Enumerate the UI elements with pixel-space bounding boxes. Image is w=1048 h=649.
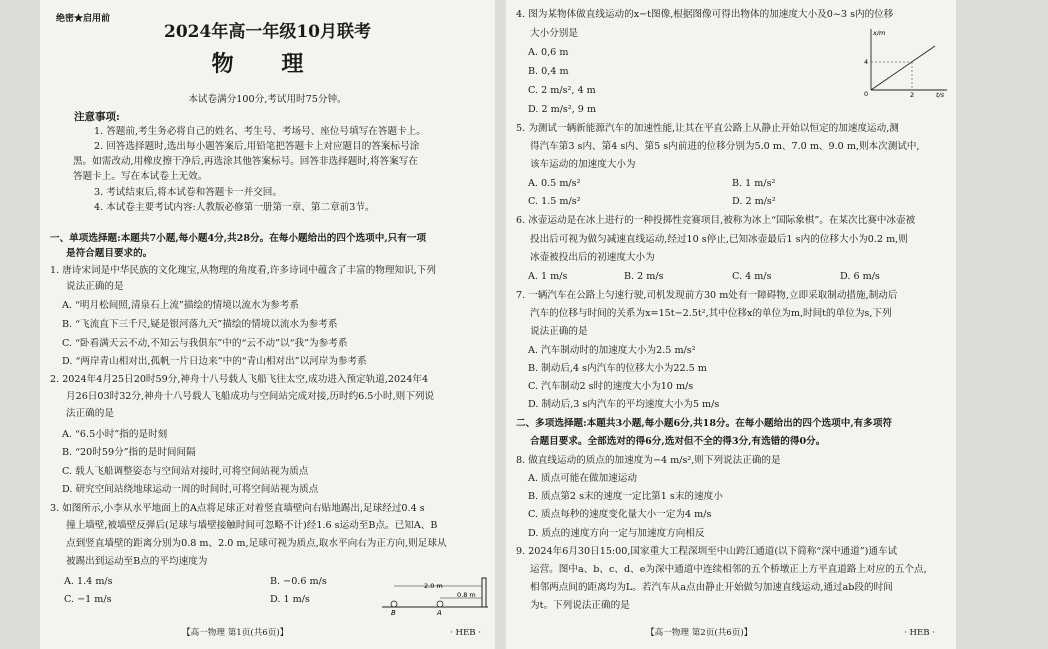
question-1-option: C. “卧看满天云不动,不知云与我俱东”中的“云不动”以“我”为参考系 — [62, 338, 348, 349]
question-6-stem: 冰壶被投出后的初速度大小为 — [530, 252, 655, 263]
question-8-option: D. 质点的速度方向一定与加速度方向相反 — [528, 528, 705, 539]
question-6-option: B. 2 m/s — [624, 271, 664, 282]
question-5-stem: 该车运动的加速度大小为 — [530, 159, 636, 170]
question-3-stem: 撞上墙壁,被墙壁反弹后(足球与墙壁接触时间可忽略不计)经1.6 s运动至B点。已知A、B — [66, 520, 438, 531]
question-8-option: C. 质点每秒的速度变化量大小一定为4 m/s — [528, 509, 712, 520]
question-7-stem: 7. 一辆汽车在公路上匀速行驶,司机发现前方30 m处有一障碍物,立即采取制动措施,制动后 — [516, 290, 898, 301]
question-9-stem: 相邻两点间的距离均为L。若汽车从a点由静止开始做匀加速直线运动,通过ab段的时间 — [530, 582, 893, 593]
point-a-label: A — [437, 609, 442, 616]
x-axis-label: t/s — [936, 91, 945, 98]
note-line: 黑。如需改动,用橡皮擦干净后,再选涂其他答案标号。回答非选择题时,将答案写在 — [73, 156, 418, 167]
question-8-stem: 8. 做直线运动的质点的加速度为−4 m/s²,则下列说法正确的是 — [516, 455, 781, 466]
question-4-option: C. 2 m/s², 4 m — [528, 85, 596, 96]
question-5-stem: 得汽车第3 s内、第4 s内、第5 s内前进的位移分别为5.0 m、7.0 m、9.0 m,则本次测试中, — [530, 141, 920, 152]
question-9-stem: 运营。图中a、b、c、d、e为深中通道中连续相邻的五个桥墩正上方平直道路上对应的五个点, — [530, 564, 927, 575]
question-6-stem: 6. 冰壶运动是在冰上进行的一种投掷性竞赛项目,被称为冰上“国际象棋”。在某次比赛中冰壶被 — [516, 215, 916, 226]
note-line: 1. 答题前,考生务必将自己的姓名、考生号、考场号、座位号填写在答题卡上。 — [94, 126, 426, 137]
secret-label: 绝密★启用前 — [56, 14, 111, 24]
question-8-option: B. 质点第2 s末的速度一定比第1 s末的速度小 — [528, 491, 723, 502]
origin-label: 0 — [864, 90, 869, 98]
question-4-option: A. 0,6 m — [528, 47, 569, 58]
distance-label-2m: 2.0 m — [424, 582, 443, 590]
note-line: 3. 考试结束后,将本试卷和答题卡一并交回。 — [94, 187, 282, 198]
exam-title: 2024年高一年级10月联考 — [164, 22, 371, 42]
question-2-stem: 2. 2024年4月25日20时59分,神舟十八号载人飞船飞往太空,成功进入预定轨道,2024年4 — [50, 374, 429, 385]
question-3-option: C. −1 m/s — [64, 594, 112, 605]
question-9-stem: 9. 2024年6月30日15:00,国家重大工程深圳至中山跨江通道(以下简称“深中通道”)通车试 — [516, 546, 898, 557]
question-1-option: A. “明月松间照,清泉石上流”描绘的情境以流水为参考系 — [62, 300, 299, 311]
question-3-option: D. 1 m/s — [270, 594, 310, 605]
question-5-option: B. 1 m/s² — [732, 178, 776, 189]
question-3-stem: 点到竖直墙壁的距离分别为0.8 m、2.0 m,足球可视为质点,取水平向右为正方向,则足球从 — [66, 538, 447, 549]
page-2-footer-code: · HEB · — [904, 628, 936, 638]
wall — [482, 578, 486, 607]
question-4-stem: 大小分别是 — [530, 28, 578, 39]
question-5-option: A. 0.5 m/s² — [528, 178, 581, 189]
section-two-heading: 二、多项选择题:本题共3小题,每小题6分,共18分。在每小题给出的四个选项中,有多项符 — [516, 418, 893, 429]
question-3-option: A. 1.4 m/s — [64, 576, 113, 587]
question-1-option: D. “两岸青山相对出,孤帆一片日边来”中的“青山相对出”以河岸为参考系 — [62, 356, 367, 367]
question-4-option: D. 2 m/s², 9 m — [528, 104, 597, 115]
question-2-option: A. “6.5小时”指的是时刻 — [62, 429, 168, 440]
question-2-stem: 月26日03时32分,神舟十八号载人飞船成功与空间站完成对接,历时约6.5小时,则下列说 — [66, 391, 435, 402]
question-6-option: A. 1 m/s — [528, 271, 568, 282]
question-2-option: C. 载人飞船调整姿态与空间站对接时,可将空间站视为质点 — [62, 466, 309, 477]
question-1-stem: 说法正确的是 — [66, 281, 124, 292]
question-5-stem: 5. 为测试一辆新能源汽车的加速性能,让其在平直公路上从静止开始以恒定的加速度运动,测 — [516, 123, 899, 134]
notes-title: 注意事项: — [74, 111, 120, 123]
question-5-option: D. 2 m/s² — [732, 196, 776, 207]
question-1-option: B. “飞流直下三千尺,疑是银河落九天”描绘的情境以流水为参考系 — [62, 319, 338, 330]
question-4-graph — [861, 26, 951, 98]
y-tick-label: 4 — [864, 58, 869, 66]
question-9-stem: 为t。下列说法正确的是 — [530, 600, 630, 611]
exam-page-1 — [40, 0, 495, 649]
question-8-option: A. 质点可能在做加速运动 — [528, 473, 637, 484]
question-3-option: B. −0.6 m/s — [270, 576, 327, 587]
question-4-option: B. 0,4 m — [528, 66, 569, 77]
page-1-footer: 【高一物理 第1页(共6页)】 — [182, 628, 289, 638]
note-line: 答题卡上。写在本试卷上无效。 — [73, 171, 208, 182]
section-one-heading: 是符合题目要求的。 — [66, 248, 153, 259]
section-two-heading: 合题目要求。全部选对的得6分,选对但不全的得3分,有选错的得0分。 — [530, 436, 826, 447]
page-1-footer-code: · HEB · — [450, 628, 482, 638]
exam-page-2 — [506, 0, 956, 649]
question-2-stem: 法正确的是 — [66, 408, 114, 419]
ball-at-a — [437, 601, 443, 607]
question-4-stem: 4. 图为某物体做直线运动的x−t图像,根据图像可得出物体的加速度大小及0~3 s内的位移 — [516, 9, 894, 20]
question-6-option: C. 4 m/s — [732, 271, 772, 282]
x-tick-label: 2 — [910, 91, 915, 98]
ball-at-b — [391, 601, 397, 607]
question-3-figure — [380, 576, 495, 616]
question-7-option: A. 汽车制动时的加速度大小为2.5 m/s² — [528, 345, 696, 356]
question-6-stem: 投出后可视为做匀减速直线运动,经过10 s停止,已知冰壶最后1 s内的位移大小为0.2 m,则 — [530, 234, 908, 245]
question-1-stem: 1. 唐诗宋词是中华民族的文化瑰宝,从物理的角度看,许多诗词中蕴含了丰富的物理知识,下列 — [50, 265, 436, 276]
position-line — [871, 46, 935, 90]
exam-meta: 本试卷满分100分,考试用时75分钟。 — [188, 94, 347, 105]
question-3-stem: 被踢出到运动至B点的平均速度为 — [66, 556, 208, 567]
question-5-option: C. 1.5 m/s² — [528, 196, 581, 207]
question-2-option: D. 研究空间站绕地球运动一周的时间时,可将空间站视为质点 — [62, 484, 319, 495]
note-line: 4. 本试卷主要考试内容:人教版必修第一册第一章、第二章前3节。 — [94, 202, 375, 213]
question-7-option: D. 制动后,3 s内汽车的平均速度大小为5 m/s — [528, 399, 720, 410]
y-axis-label: x/m — [873, 29, 886, 37]
question-7-option: B. 制动后,4 s内汽车的位移大小为22.5 m — [528, 363, 707, 374]
question-7-option: C. 汽车制动2 s时的速度大小为10 m/s — [528, 381, 694, 392]
point-b-label: B — [391, 609, 396, 616]
subject-title: 物 理 — [211, 51, 324, 77]
question-2-option: B. “20时59分”指的是时间间隔 — [62, 447, 196, 458]
distance-label-08m: 0.8 m — [457, 591, 476, 599]
question-6-option: D. 6 m/s — [840, 271, 880, 282]
question-7-stem: 汽车的位移与时间的关系为x=15t−2.5t²,其中位移x的单位为m,时间t的单位为s,下列 — [530, 308, 892, 319]
page-2-footer: 【高一物理 第2页(共6页)】 — [646, 628, 753, 638]
note-line: 2. 回答选择题时,选出每小题答案后,用铅笔把答题卡上对应题目的答案标号涂 — [94, 141, 420, 152]
question-3-stem: 3. 如图所示,小李从水平地面上的A点将足球正对着竖直墙壁向右贴地踢出,足球经过0.4 s — [50, 503, 425, 514]
question-7-stem: 说法正确的是 — [530, 326, 588, 337]
section-one-heading: 一、单项选择题:本题共7小题,每小题4分,共28分。在每小题给出的四个选项中,只有一项 — [50, 233, 427, 244]
